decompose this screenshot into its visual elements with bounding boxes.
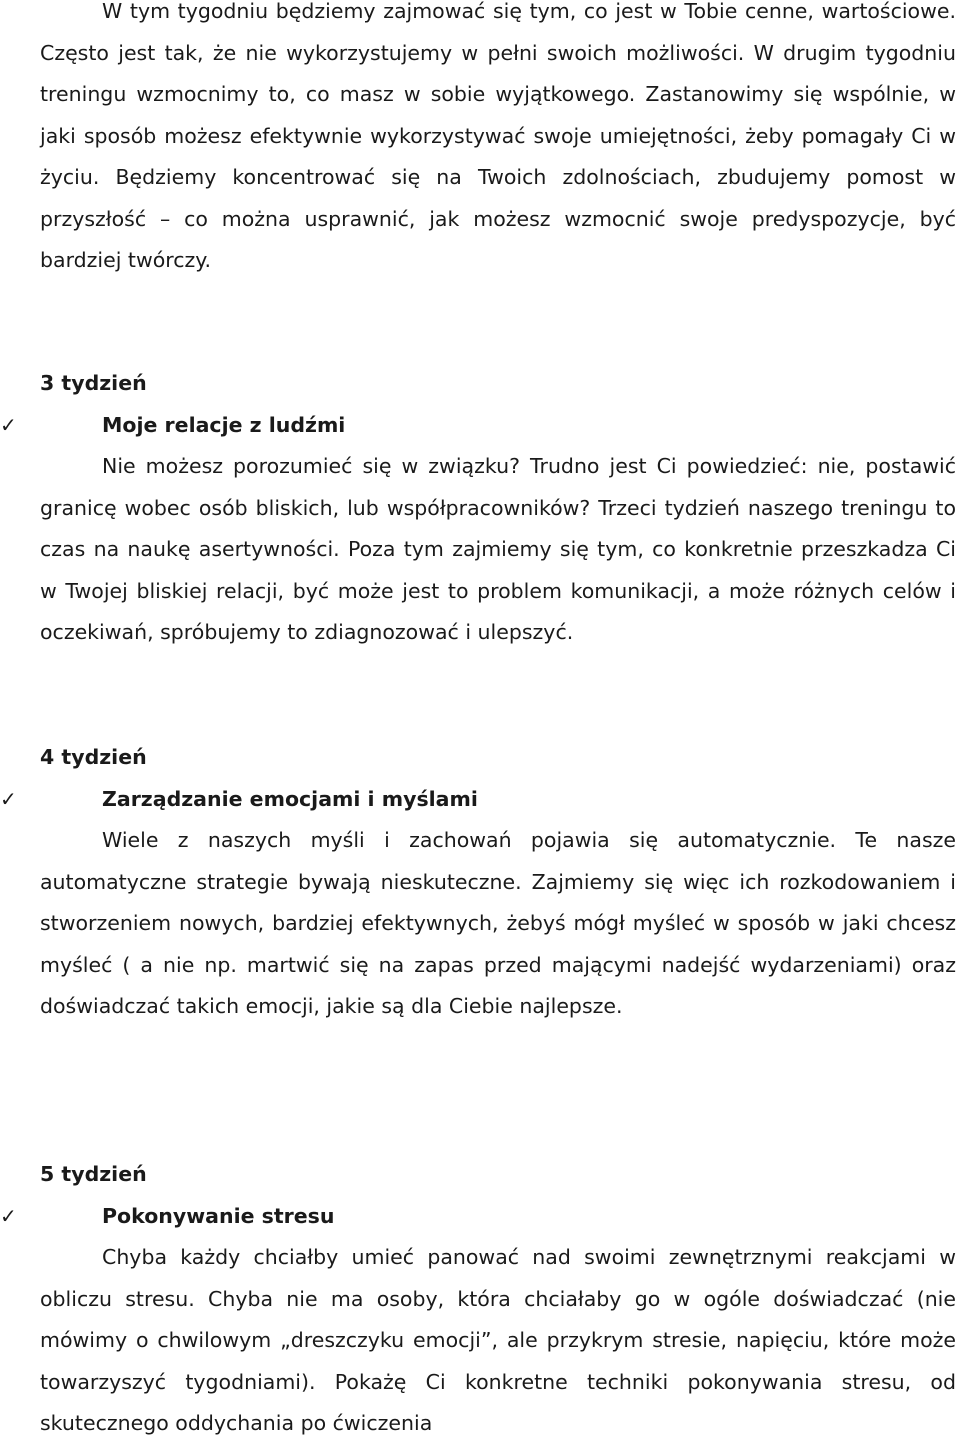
document-page	[40, 0, 956, 282]
week-heading: 4 tydzień	[40, 745, 147, 769]
topic-row	[0, 779, 956, 821]
topic-title: Zarządzanie emocjami i myślami	[102, 786, 478, 811]
topic-title: Pokonywanie stresu	[102, 1203, 335, 1228]
checkmark-icon: ✓	[0, 1203, 17, 1228]
topic-title: Moje relacje z ludźmi	[102, 412, 346, 437]
topic-row	[0, 405, 956, 447]
checkmark-icon: ✓	[0, 786, 17, 811]
section-paragraph: Chyba każdy chciałby umieć panować nad swoimi zewnętrznymi reakcjami w obliczu stresu. Chyba nie ma osoby, która chciałaby go w ogóle doświadczać (nie mówimy o chwilowym „dreszczyku emocji”, ale przykrym stresie, napięciu, które może towarzyszyć tygodniami). Pokażę Ci konkretne techniki pokonywania stresu, od skutecznego oddychania po ćwiczenia	[40, 1245, 956, 1435]
section-paragraph: Wiele z naszych myśli i zachowań pojawia się automatycznie. Te nasze automatyczne strategie bywają nieskuteczne. Zajmiemy się więc ich rozkodowaniem i stworzeniem nowych, bardziej efektywnych, żebyś mógł myśleć w sposób w jaki chcesz myśleć ( a nie np. martwić się na zapas przed mającymi nadejść wydarzeniami) oraz doświadczać takich emocji, jakie są dla Ciebie najlepsze.	[40, 828, 956, 1018]
week-3-section	[0, 363, 956, 654]
topic-row	[0, 1196, 956, 1238]
section-paragraph: Nie możesz porozumieć się w związku? Trudno jest Ci powiedzieć: nie, postawić granicę wobec osób bliskich, lub współpracowników? Trzeci tydzień naszego treningu to czas na naukę asertywności. Poza tym zajmiemy się tym, co konkretnie przeszkadza Ci w Twojej bliskiej relacji, być może jest to problem komunikacji, a może różnych celów i oczekiwań, spróbujemy to zdiagnozować i ulepszyć.	[40, 454, 956, 644]
week-5-section	[0, 1154, 956, 1445]
week-4-section	[0, 737, 956, 1028]
week-heading: 3 tydzień	[40, 371, 147, 395]
intro-paragraph: W tym tygodniu będziemy zajmować się tym, co jest w Tobie cenne, wartościowe. Często jest tak, że nie wykorzystujemy w pełni swoich możliwości. W drugim tygodniu treningu wzmocnimy to, co masz w sobie wyjątkowego. Zastanowimy się wspólnie, w jaki sposób możesz efektywnie wykorzystywać swoje umiejętności, żeby pomagały Ci w życiu. Będziemy koncentrować się na Twoich zdolnościach, zbudujemy pomost w przyszłość – co można usprawnić, jak możesz wzmocnić swoje predyspozycje, być bardziej twórczy.	[40, 0, 956, 272]
week-heading: 5 tydzień	[40, 1162, 147, 1186]
checkmark-icon: ✓	[0, 412, 17, 437]
